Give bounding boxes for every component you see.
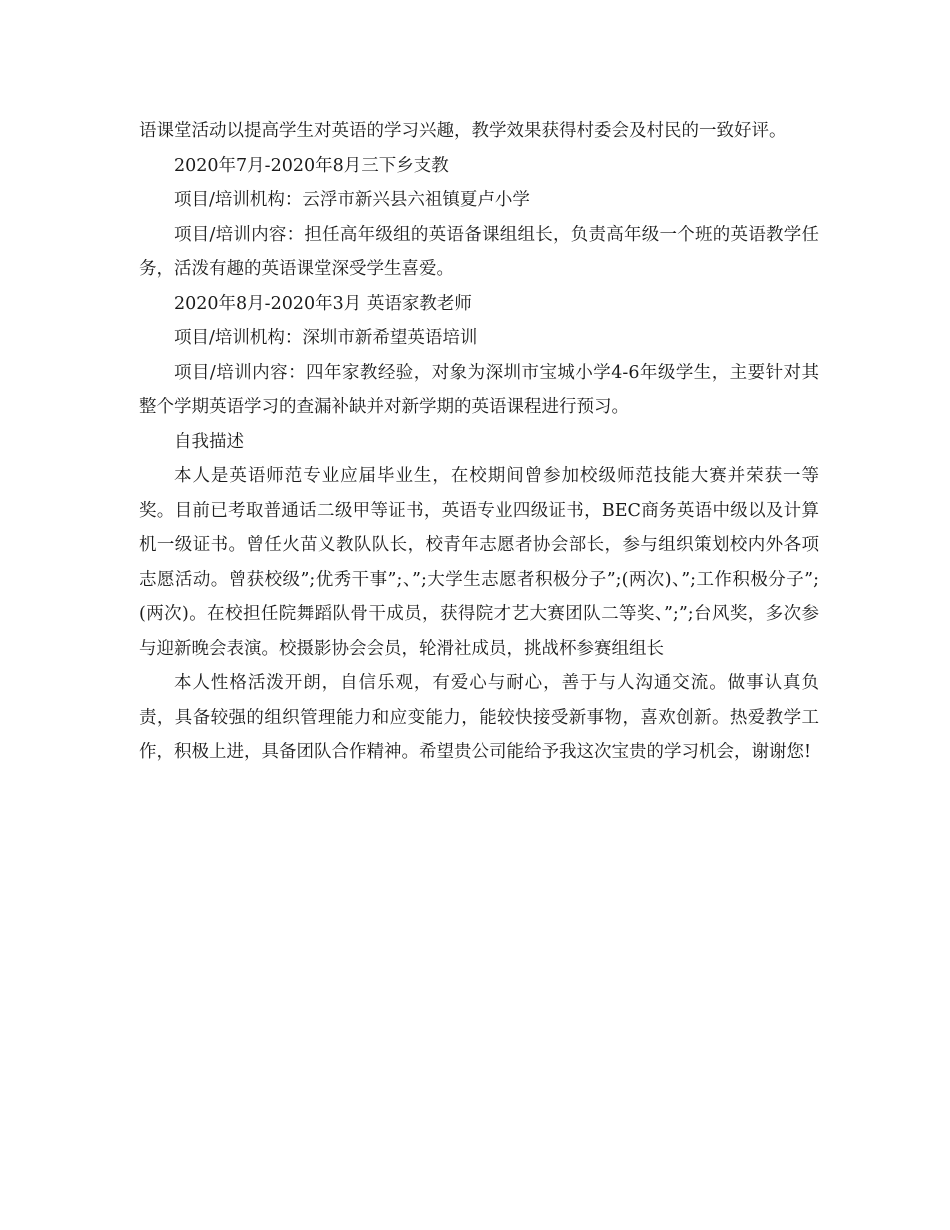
section-heading-self-description: 自我描述 — [174, 431, 244, 452]
experience-period-tutor: 2020年8月-2020年3月 英语家教老师 — [174, 293, 472, 314]
experience-organization-tutor: 项目/培训机构：深圳市新希望英语培训 — [174, 328, 478, 348]
experience-period-volunteer: 2020年7月-2020年8月三下乡支教 — [174, 155, 449, 176]
document-body — [139, 114, 819, 770]
experience-content-tutor: 项目/培训内容：四年家教经验，对象为深圳市宝城小学4-6年级学生，主要针对其整个学期英语学习的查漏补缺并对新学期的英语课程进行预习。 — [139, 362, 819, 417]
self-description-personality: 本人性格活泼开朗，自信乐观，有爱心与耐心，善于与人沟通交流。做事认真负责，具备较强的组织管理能力和应变能力，能较快接受新事物，喜欢创新。热爱教学工作，积极上进，具备团队合作精神。希望贵公司能给予我这次宝贵的学习机会，谢谢您! — [139, 673, 819, 762]
paragraph-continuation: 语课堂活动以提高学生对英语的学习兴趣，教学效果获得村委会及村民的一致好评。 — [139, 121, 787, 141]
experience-content-volunteer: 项目/培训内容：担任高年级组的英语备课组组长，负责高年级一个班的英语教学任务，活泼有趣的英语课堂深受学生喜爱。 — [139, 224, 819, 279]
experience-organization-volunteer: 项目/培训机构：云浮市新兴县六祖镇夏卢小学 — [174, 190, 530, 210]
self-description-achievements: 本人是英语师范专业应届毕业生，在校期间曾参加校级师范技能大赛并荣获一等奖。目前已考取普通话二级甲等证书，英语专业四级证书，BEC商务英语中级以及计算机一级证书。曾任火苗义教队队长，校青年志愿者协会部长，参与组织策划校内外各项志愿活动。曾获校级”;优秀干事”;、”;大学生志愿者积极分子”;(两次)、”;工作积极分子”;(两次)。在校担任院舞蹈队骨干成员，获得院才艺大赛团队二等奖、”;”;台风奖，多次参与迎新晚会表演。校摄影协会会员，轮滑社成员，挑战杯参赛组组长 — [139, 466, 819, 659]
